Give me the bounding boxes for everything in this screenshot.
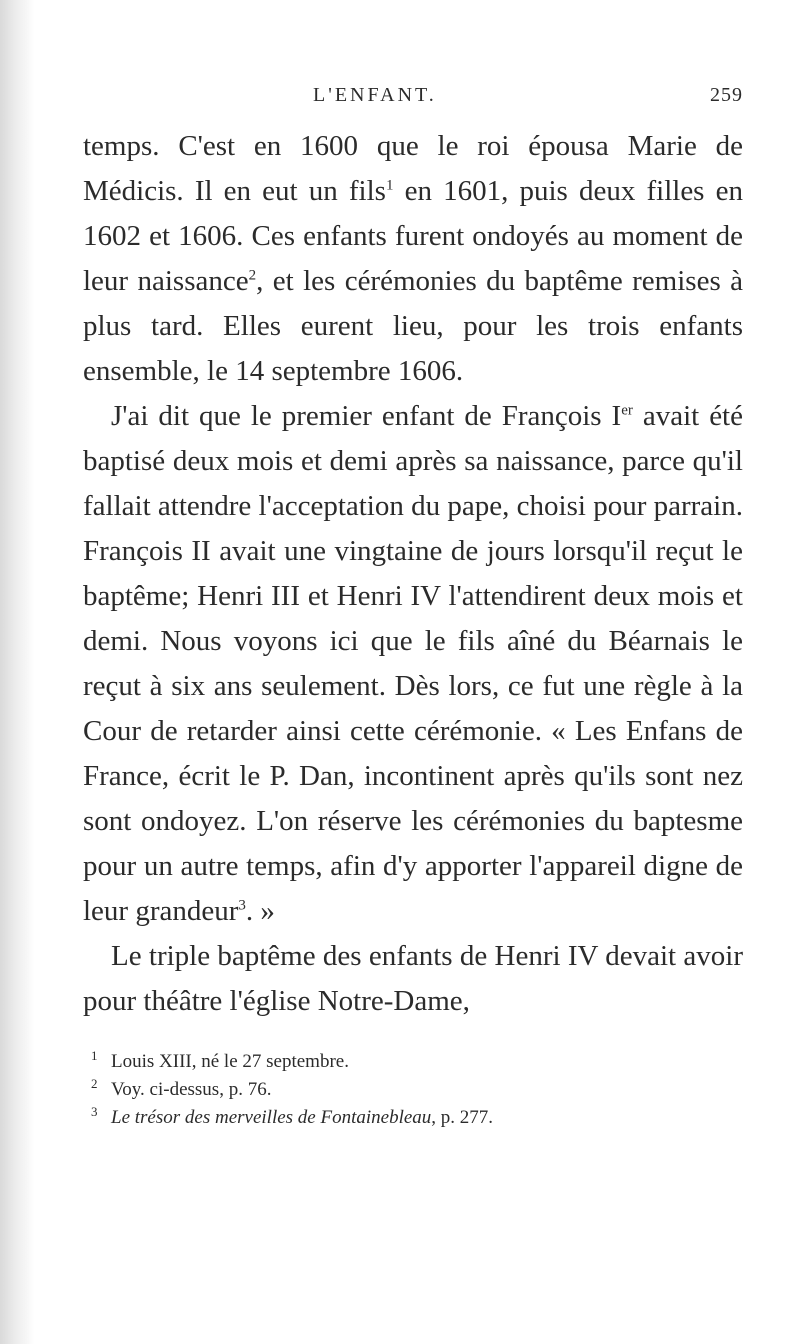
paragraph-text: avait été baptisé deux mois et demi après sa naissance, parce qu'il fallait attendre l'acceptation du pape, choisi pour parrain. François II avait une vingtaine de jours lorsqu'il reçut le baptême; Henri III et Henri IV l'attendirent deux mois et demi. Nous voyons ici que le fils aîné du Béarnais le reçut à six ans seulement. Dès lors, ce fut une règle à la Cour de retarder ainsi cette cérémonie. « Les Enfans de France, écrit le P. Dan, incontinent après qu'ils sont nez sont ondoyez. L'on réserve les cérémonies du baptesme pour un autre temps, afin d'y apporter l'appareil digne de leur grandeur xyxy=(83,400,743,927)
footnote xyxy=(91,1076,743,1104)
paragraph xyxy=(83,124,743,394)
footnote-reference: 1 xyxy=(385,177,394,194)
paragraph-text: Le triple baptême des enfants de Henri IV devait avoir pour théâtre l'église Notre-Dame, xyxy=(83,940,743,1017)
footnote-title: Le trésor des merveilles de Fontainebleau xyxy=(111,1107,432,1128)
footnote-text: Voy. ci-dessus, p. 76. xyxy=(111,1079,272,1100)
footnotes xyxy=(83,1048,743,1132)
running-title: L'ENFANT. xyxy=(313,84,437,106)
footnote-text: Louis XIII, né le 27 septembre. xyxy=(111,1051,349,1072)
footnote-number: 1 xyxy=(91,1048,98,1063)
footnote xyxy=(91,1048,743,1076)
footnote-number: 2 xyxy=(91,1076,98,1091)
body-text xyxy=(83,124,743,1024)
paragraph-text: , et les cérémonies du baptême remises à plus tard. Elles eurent lieu, pour les trois enfants ensemble, le 14 septembre 1606. xyxy=(83,265,744,387)
footnote-number: 3 xyxy=(91,1104,98,1119)
paragraph xyxy=(83,394,743,934)
footnote-reference: er xyxy=(621,402,633,419)
page-number: 259 xyxy=(710,84,743,106)
paragraph-text: en 1601, puis deux filles en 1602 et 1606. Ces enfants furent ondoyés au moment de leur naissance xyxy=(83,175,743,297)
page-gutter-shadow xyxy=(0,0,34,1344)
footnote xyxy=(91,1104,743,1132)
paragraph-text: J'ai dit que le premier enfant de François I xyxy=(111,400,622,432)
footnote-text: , p. 277. xyxy=(431,1107,494,1128)
book-page xyxy=(83,78,743,1132)
footnote-reference: 3 xyxy=(238,897,246,914)
paragraph-text: temps. C'est en 1600 que le roi épousa Marie de Médicis. Il en eut un fils xyxy=(83,130,743,207)
paragraph xyxy=(83,934,743,1024)
footnote-reference: 2 xyxy=(248,267,257,284)
page-header xyxy=(83,78,743,112)
paragraph-text: . » xyxy=(245,895,275,927)
